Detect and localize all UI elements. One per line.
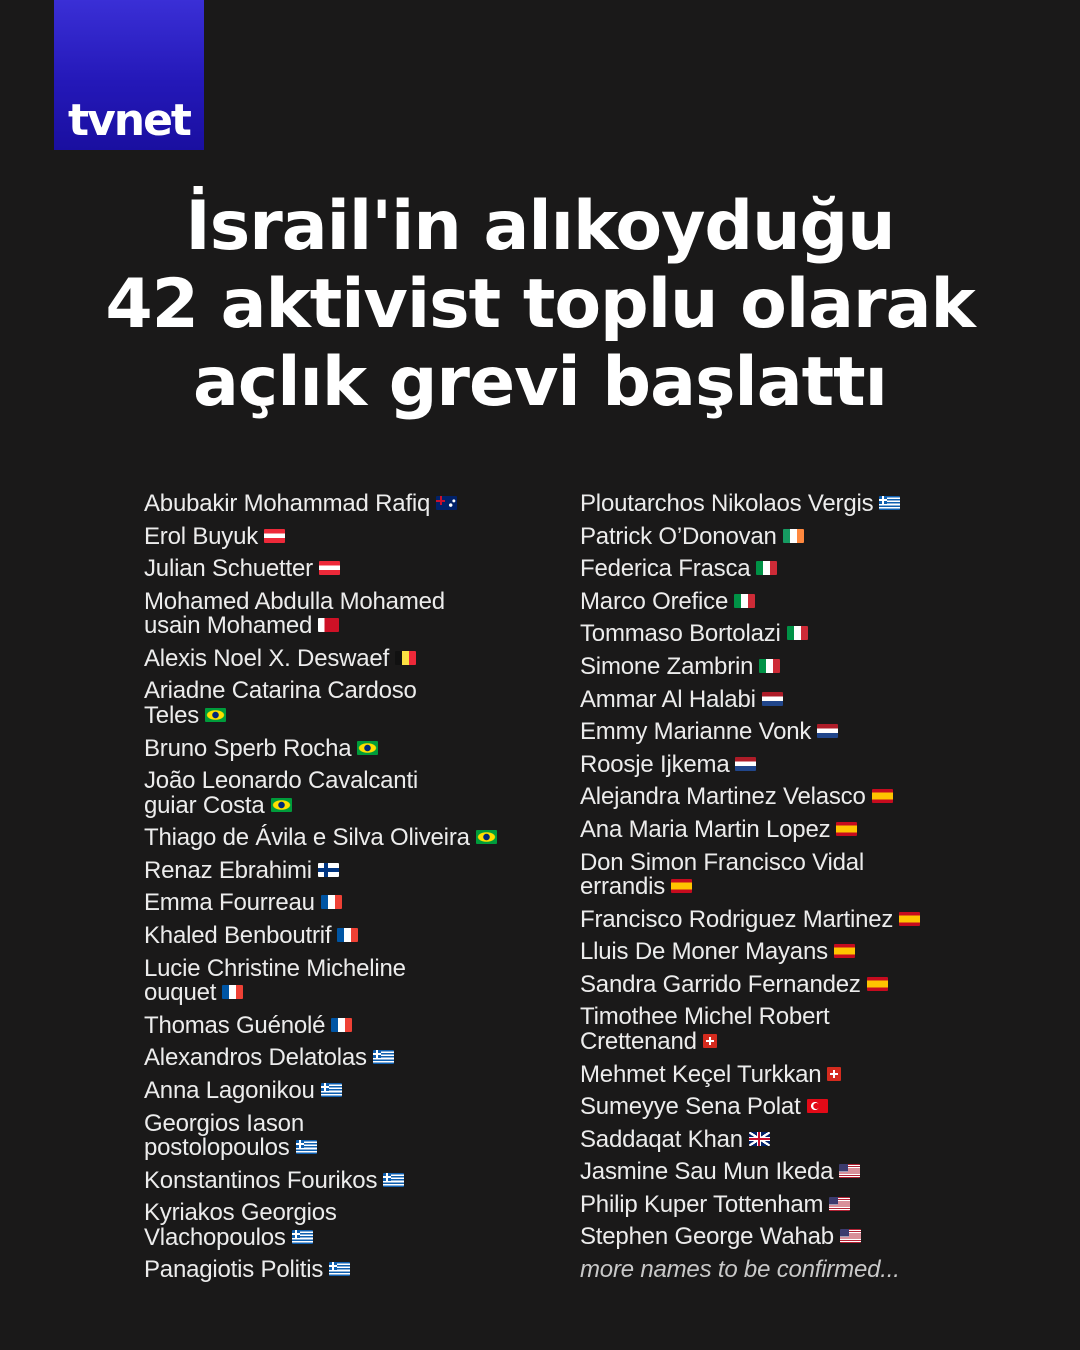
activist-name: Ammar Al Halabi [580, 685, 756, 713]
activist-name: Mohamed Abdulla Mohamed usain Mohamed [144, 587, 445, 640]
flag-ch-icon [827, 1067, 841, 1081]
headline-line-2: 42 aktivist toplu olarak [105, 265, 975, 344]
activist-item [144, 891, 544, 916]
activist-item [144, 734, 544, 762]
flag-fi-icon [318, 863, 339, 877]
activist-item [580, 1125, 1020, 1153]
flag-br-icon [205, 708, 226, 722]
flag-br-icon [271, 798, 292, 812]
activist-item [580, 685, 1020, 713]
logo-text: tvnet [68, 95, 190, 146]
flag-nl-icon [735, 757, 756, 771]
activist-name: Sumeyye Sena Polat [580, 1093, 801, 1121]
activist-name: Emma Fourreau [144, 889, 315, 917]
activist-name: Roosje Ijkema [580, 750, 730, 778]
activist-name: Alejandra Martinez Velasco [580, 783, 866, 811]
activist-item [580, 522, 1020, 550]
flag-fr-icon [321, 895, 342, 909]
activist-item [580, 622, 1020, 647]
more-names-note: more names to be confirmed... [580, 1256, 900, 1284]
activist-item [144, 856, 544, 884]
flag-at-icon [264, 529, 285, 543]
activist-name: Ariadne Catarina Cardoso Teles [144, 677, 417, 729]
activist-item [144, 769, 544, 818]
activist-item [144, 1076, 544, 1104]
activist-name: Georgios Iason postolopoulos [144, 1109, 304, 1161]
activist-name: Panagiotis Politis [144, 1256, 324, 1284]
flag-nl-icon [762, 692, 783, 706]
activist-name: Don Simon Francisco Vidal errandis [580, 848, 865, 901]
flag-gr-icon [373, 1050, 394, 1064]
activist-item [580, 940, 1020, 965]
activist-item [144, 1109, 544, 1161]
flag-gr-icon [292, 1230, 313, 1244]
activist-name: Kyriakos Georgios Vlachopoulos [144, 1199, 337, 1251]
flag-gr-icon [321, 1083, 342, 1097]
activist-item [580, 652, 1020, 680]
activist-item [144, 1166, 544, 1194]
headline-line-1: İsrail'in alıkoyduğu [185, 187, 895, 266]
activist-name: Julian Schuetter [144, 555, 313, 583]
flag-be-icon [395, 651, 416, 665]
activist-item [144, 557, 544, 582]
activist-name: Renaz Ebrahimi [144, 856, 312, 884]
activist-item [144, 1201, 544, 1250]
flag-fr-icon [337, 928, 358, 942]
activist-item [580, 1225, 1020, 1250]
activist-name: João Leonardo Cavalcanti guiar Costa [144, 767, 419, 819]
activist-name: Bruno Sperb Rocha [144, 734, 352, 762]
flag-es-icon [834, 944, 855, 958]
activist-name: Tommaso Bortolazi [580, 620, 781, 648]
activist-item [580, 905, 1020, 933]
flag-fr-icon [331, 1018, 352, 1032]
activist-item [580, 720, 1020, 745]
flag-it-icon [787, 626, 808, 640]
headline [0, 188, 1080, 422]
activist-name: Alexandros Delatolas [144, 1044, 367, 1072]
activist-item [580, 1005, 1020, 1054]
activist-name: Lluis De Moner Mayans [580, 938, 828, 966]
flag-au-icon [436, 496, 457, 510]
flag-es-icon [872, 789, 893, 803]
flag-it-icon [734, 594, 755, 608]
flag-gr-icon [879, 496, 900, 510]
activist-name: Thomas Guénolé [144, 1011, 326, 1039]
activist-item [580, 750, 1020, 778]
flag-us-icon [840, 1229, 861, 1243]
flag-bh-icon [318, 618, 339, 632]
activist-item [144, 924, 544, 949]
activist-name: Khaled Benboutrif [144, 922, 332, 950]
activist-name: Ana Maria Martin Lopez [580, 815, 831, 843]
flag-ie-icon [783, 529, 804, 543]
activist-name: Abubakir Mohammad Rafiq [144, 490, 431, 517]
activist-name: Erol Buyuk [144, 522, 259, 550]
activist-name: Alexis Noel X. Deswaef [144, 644, 390, 672]
flag-it-icon [759, 659, 780, 673]
activist-name: Lucie Christine Micheline ouquet [144, 954, 406, 1007]
flag-nl-icon [817, 724, 838, 738]
activist-item [144, 1046, 544, 1071]
activist-list-right [580, 492, 1020, 1291]
flag-gb-icon [749, 1132, 770, 1146]
activist-item [144, 1258, 544, 1283]
flag-ch-icon [703, 1034, 717, 1048]
flag-gr-icon [296, 1140, 317, 1154]
flag-at-icon [319, 561, 340, 575]
activist-name: Sandra Garrido Fernandez [580, 970, 861, 998]
activist-name: Francisco Rodriguez Martinez [580, 905, 894, 933]
tvnet-logo [54, 0, 204, 150]
flag-it-icon [756, 561, 777, 575]
flag-us-icon [839, 1164, 860, 1178]
activist-name: Stephen George Wahab [580, 1223, 834, 1251]
activist-name: Mehmet Keçel Turkkan [580, 1060, 822, 1088]
flag-es-icon [867, 977, 888, 991]
activist-name: Jasmine Sau Mun Ikeda [580, 1158, 834, 1186]
headline-line-3: açlık grevi başlattı [193, 343, 887, 422]
flag-br-icon [476, 830, 497, 844]
activist-name: Emmy Marianne Vonk [580, 718, 812, 746]
activist-item [144, 826, 544, 851]
flag-es-icon [671, 879, 692, 893]
activist-name: Federica Frasca [580, 555, 751, 583]
activist-item [144, 522, 544, 550]
activist-item [580, 970, 1020, 998]
activist-item [580, 1190, 1020, 1218]
activist-list-left [144, 492, 544, 1291]
flag-br-icon [357, 741, 378, 755]
activist-item [144, 587, 544, 640]
activist-name: Simone Zambrin [580, 652, 754, 680]
flag-tr-icon [807, 1099, 828, 1113]
activist-item [580, 785, 1020, 810]
activist-item [144, 492, 544, 517]
activist-name: Konstantinos Fourikos [144, 1166, 378, 1194]
activist-name: Anna Lagonikou [144, 1076, 315, 1104]
flag-es-icon [836, 822, 857, 836]
activist-item [580, 1095, 1020, 1120]
activist-item [144, 1011, 544, 1039]
flag-fr-icon [222, 985, 243, 999]
activist-item [580, 557, 1020, 582]
activist-item [144, 679, 544, 728]
flag-us-icon [829, 1197, 850, 1211]
flag-gr-icon [329, 1262, 350, 1276]
activist-item [580, 492, 1020, 517]
activist-name: Thiago de Ávila e Silva Oliveira [144, 824, 470, 852]
activist-item [580, 1160, 1020, 1185]
activist-name: Ploutarchos Nikolaos Vergis [580, 490, 874, 517]
activist-name: Timothee Michel Robert Crettenand [580, 1003, 830, 1055]
activist-item [144, 954, 544, 1007]
flag-gr-icon [383, 1173, 404, 1187]
activist-item [580, 848, 1020, 901]
activist-name: Marco Orefice [580, 587, 729, 615]
activist-item [580, 815, 1020, 843]
activist-item [144, 644, 544, 672]
activist-item [580, 587, 1020, 615]
activist-name: Philip Kuper Tottenham [580, 1190, 824, 1218]
activist-name: Patrick O’Donovan [580, 522, 777, 550]
activist-item [580, 1060, 1020, 1088]
flag-es-icon [899, 912, 920, 926]
activist-name: Saddaqat Khan [580, 1125, 743, 1153]
